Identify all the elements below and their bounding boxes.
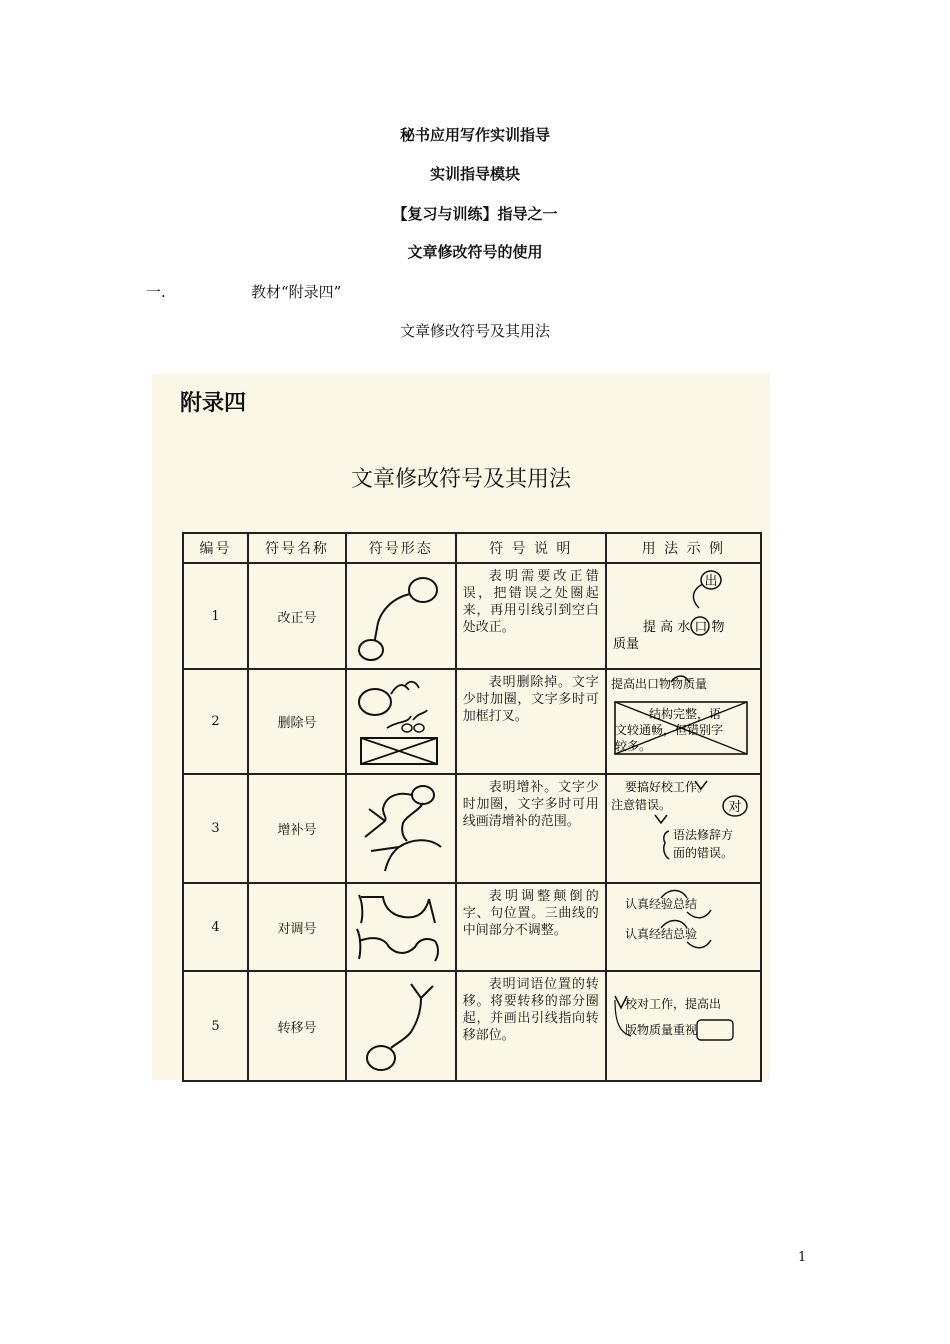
symbols-table (182, 532, 762, 1082)
example-text: 出 (704, 574, 718, 589)
col-header: 符 号 说 明 (456, 533, 606, 563)
appendix-label: 附录四 (180, 391, 247, 416)
appendix-title: 文章修改符号及其用法 (350, 467, 571, 492)
table-row (183, 883, 761, 971)
lesson-title: 【复习与训练】指导之一 (392, 205, 558, 223)
col-header: 用 法 示 例 (606, 533, 761, 563)
example-text: 文较通畅，但错别字 (614, 723, 723, 737)
table-header-row (183, 533, 761, 563)
row-number: 2 (183, 669, 248, 774)
scanned-appendix-image (152, 374, 770, 1080)
table-row (183, 774, 761, 883)
correction-symbol-drawing (346, 563, 456, 669)
row-number: 4 (183, 883, 248, 971)
example-text: 语法修辞方 (672, 828, 733, 842)
symbol-description: 表明词语位置的转移。将要转移的部分圈起，并画出引线指向转移部位。 (456, 971, 606, 1081)
example-text: 版物质量重视 (624, 1023, 697, 1037)
example-text: 提 高 水 口 物 (642, 620, 725, 635)
symbol-description: 表明调整颠倒的字、句位置。三曲线的中间部分不调整。 (456, 883, 606, 971)
move-symbol-drawing (346, 971, 456, 1081)
usage-example (606, 669, 761, 774)
symbol-name: 对调号 (248, 883, 346, 971)
section-number: 一. (146, 283, 166, 301)
page-number: 1 (798, 1250, 807, 1265)
usage-example (606, 563, 761, 669)
symbol-description: 表明增补。文字少时加圈，文字多时可用线画清增补的范围。 (456, 774, 606, 883)
section-subtitle: 文章修改符号及其用法 (399, 322, 550, 340)
row-number: 3 (183, 774, 248, 883)
example-text: 较多。 (614, 739, 651, 753)
example-text: 对 (728, 800, 742, 815)
example-text: 结构完整，语 (648, 707, 721, 721)
col-header: 符号名称 (248, 533, 346, 563)
example-text: 认真经验总结 (624, 897, 697, 911)
usage-example (606, 971, 761, 1081)
symbol-name: 改正号 (248, 563, 346, 669)
row-number: 5 (183, 971, 248, 1081)
example-text: 要搞好校工作。 (624, 780, 709, 794)
symbol-description: 表明需要改正错误，把错误之处圈起来，再用引线引到空白处改正。 (456, 563, 606, 669)
delete-symbol-drawing (346, 669, 456, 774)
table-row (183, 563, 761, 669)
col-header: 符号形态 (346, 533, 456, 563)
usage-example (606, 774, 761, 883)
example-text: 认真经结总验 (624, 927, 697, 941)
col-header: 编号 (183, 533, 248, 563)
module-title: 实训指导模块 (429, 165, 520, 183)
usage-example (606, 883, 761, 971)
symbol-name: 删除号 (248, 669, 346, 774)
insert-symbol-drawing (346, 774, 456, 883)
table-row (183, 669, 761, 774)
table-row (183, 971, 761, 1081)
symbol-name: 增补号 (248, 774, 346, 883)
topic-title: 文章修改符号的使用 (407, 243, 543, 261)
section-label: 教材“附录四” (251, 283, 342, 301)
doc-title: 秘书应用写作实训指导 (399, 126, 550, 144)
example-text: 校对工作，提高出 (624, 997, 721, 1011)
example-text: 面的错误。 (672, 846, 733, 860)
example-text: 注意错误。 (610, 798, 671, 812)
example-text: 提高出口物物质量 (610, 677, 707, 691)
row-number: 1 (183, 563, 248, 669)
symbol-name: 转移号 (248, 971, 346, 1081)
symbol-description: 表明删除掉。文字少时加圈，文字多时可加框打叉。 (456, 669, 606, 774)
swap-symbol-drawing (346, 883, 456, 971)
example-text: 质量 (612, 637, 639, 652)
